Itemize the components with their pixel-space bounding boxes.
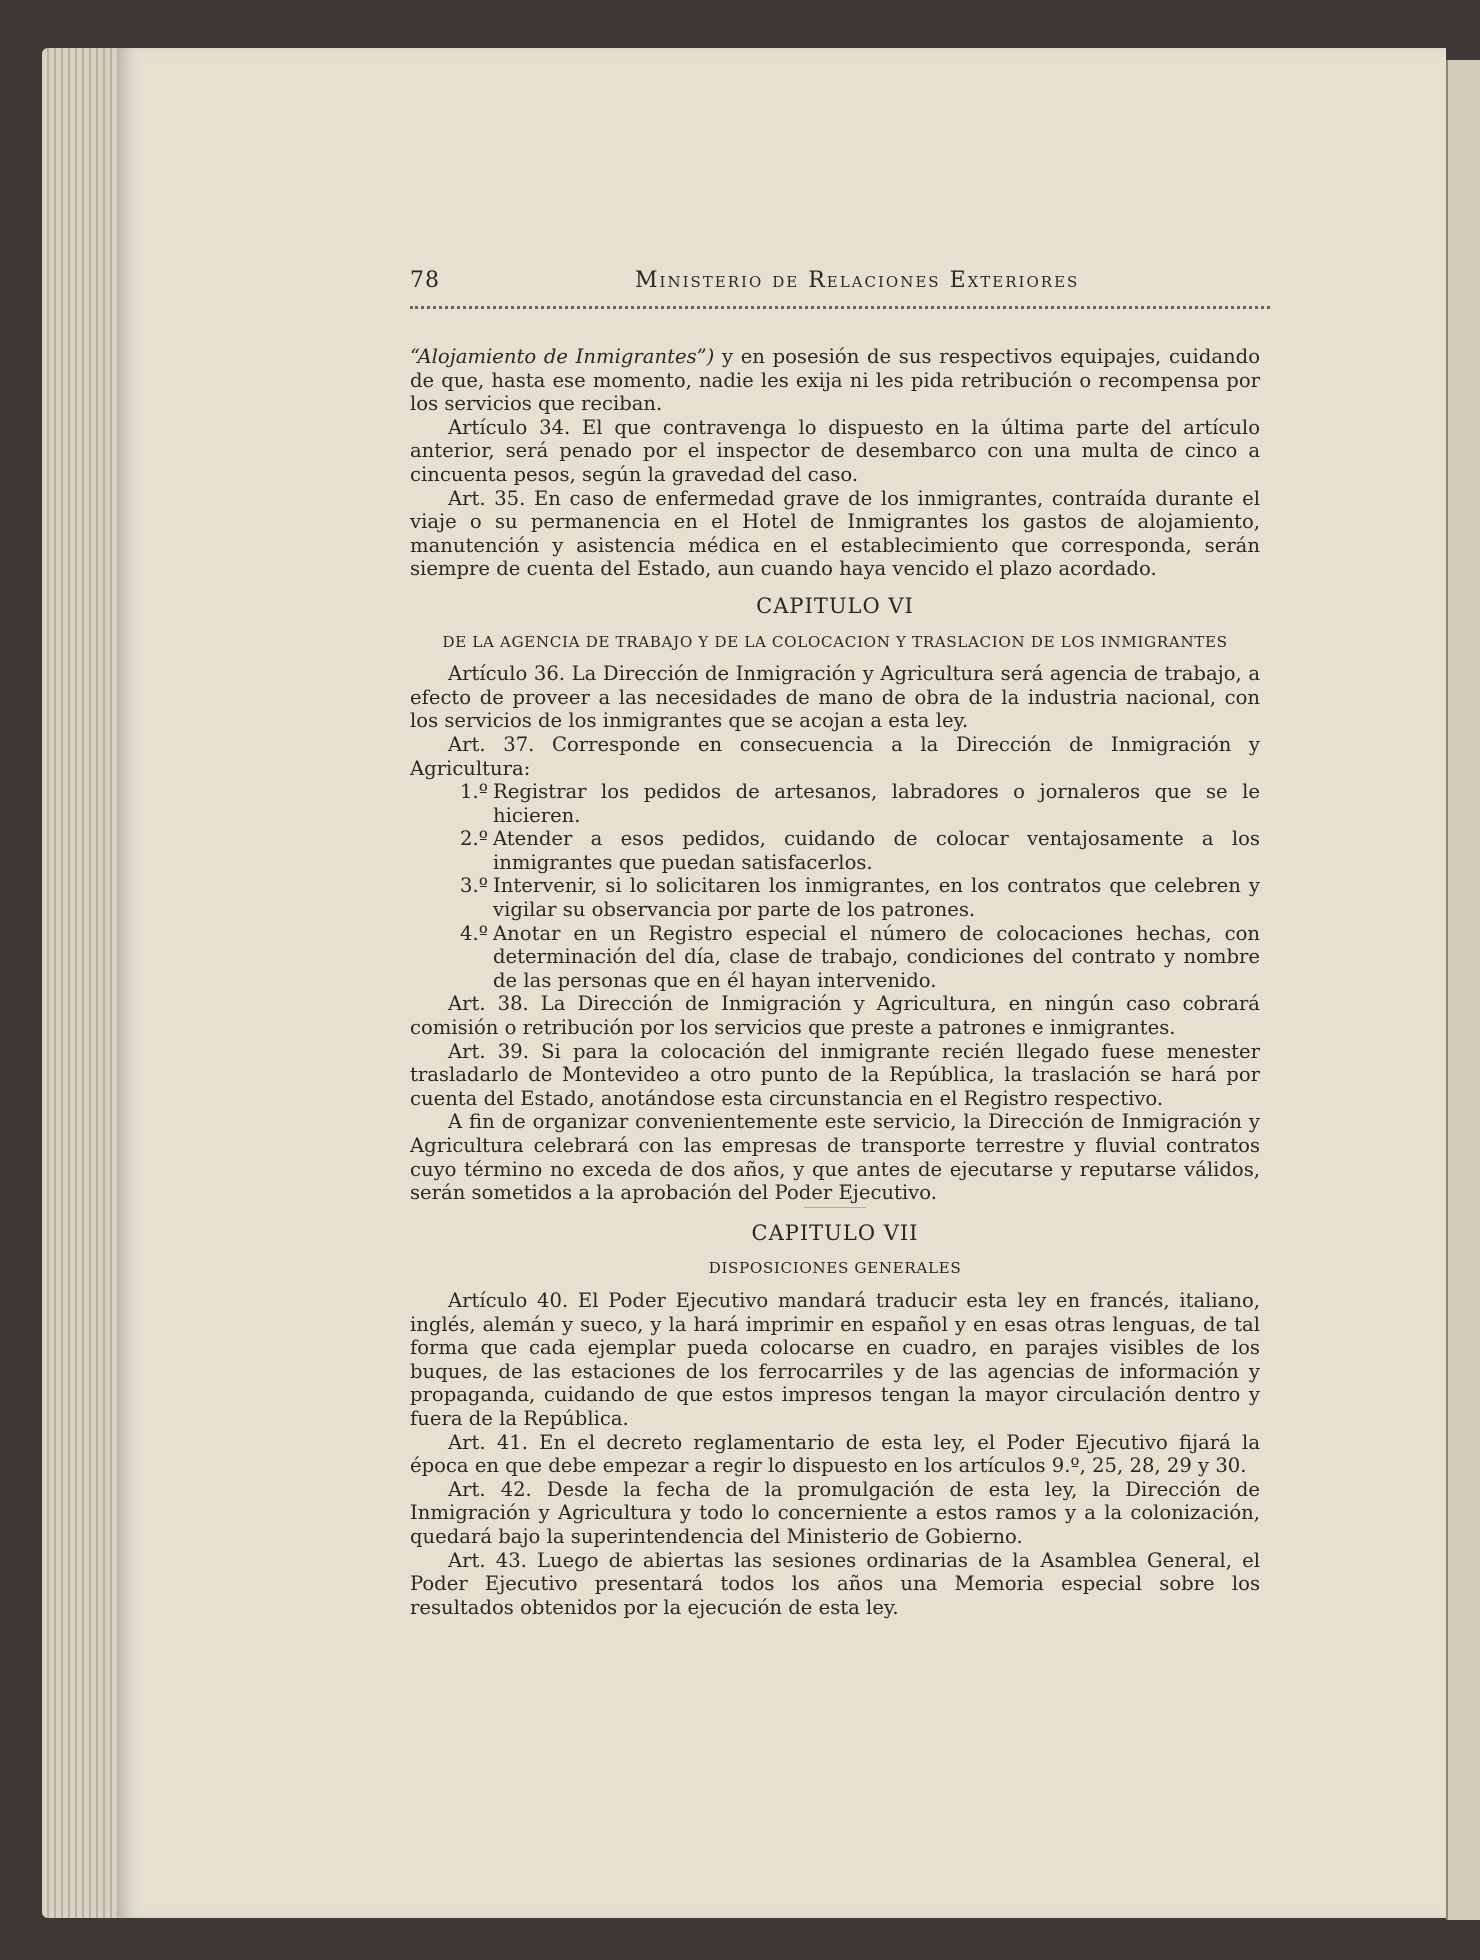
page-number: 78 <box>410 268 440 293</box>
article-34: Artículo 34. El que contravenga lo dispuesto en la última parte del artículo anterior, será penado por el inspector de desembarco con una multa de cinco a cincuenta pesos, según la gravedad del caso. <box>410 415 1260 486</box>
article-40: Artículo 40. El Poder Ejecutivo mandará traducir esta ley en francés, italiano, inglés, alemán y sueco, y la hará imprimir en español y en esas otras lenguas, de tal forma que cada ejemplar pueda colocarse en cuadro, en parajes visibles de los buques, de las estaciones de los ferrocarriles y de las agencias de información y propaganda, cuidando de que estos impresos tengan la mayor circulación dentro y fuera de la República. <box>410 1288 1260 1430</box>
list-item-number: 4.º <box>460 921 488 945</box>
list-item-number: 1.º <box>460 780 488 804</box>
article-42: Art. 42. Desde la fecha de la promulgación de esta ley, la Dirección de Inmigración y Agricultura y todo lo concerniente a estos ramos y a la colonización, quedará bajo la superintendencia del Ministerio de Gobierno. <box>410 1477 1260 1548</box>
chapter-6-title: CAPITULO VI <box>756 593 914 618</box>
section-divider <box>804 1207 866 1208</box>
article-43: Art. 43. Luego de abiertas las sesiones ordinarias de la Asamblea General, el Poder Ejecutivo presentará todos los años una Memoria especial sobre los resultados obtenidos por la ejecución de esta ley. <box>410 1548 1260 1619</box>
list-item-text: Anotar en un Registro especial el número de colocaciones hechas, con determinación del día, clase de trabajo, condiciones del contrato y nombre de las personas que en él hayan intervenido. <box>493 921 1260 992</box>
article-39-continuation: A fin de organizar convenientemente este servicio, la Dirección de Inmigración y Agricultura celebrará con las empresas de transporte terrestre y fluvial contratos cuyo término no exceda de dos años, y que antes de ejecutarse y reputarse válidos, serán sometidos a la aprobación del Poder Ejecutivo. <box>410 1110 1260 1205</box>
list-item <box>410 780 1260 827</box>
list-item-number: 2.º <box>460 827 488 851</box>
italic-phrase: “Alojamiento de Inmigrantes”) <box>410 345 715 368</box>
article-37: Art. 37. Corresponde en consecuencia a la Dirección de Inmigración y Agricultura: <box>410 732 1260 780</box>
list-item-number: 3.º <box>460 874 488 898</box>
paragraph-text: y en posesión de sus respectivos equipajes, cuidando de que, hasta ese momento, nadie les exija ni les pida retribución o recompensa por los servicios que reciban. <box>410 345 1260 416</box>
page-header <box>410 268 1270 302</box>
article-39: Art. 39. Si para la colocación del inmigrante recién llegado fuese menester trasladarlo de Montevideo a otro punto de la República, la traslación se hará por cuenta del Estado, anotándose esta circunstancia en el Registro respectivo. <box>410 1039 1260 1110</box>
facing-page-edge <box>1446 60 1480 1920</box>
paragraph-continuation <box>410 345 1260 416</box>
list-item-text: Registrar los pedidos de artesanos, labradores o jornaleros que se le hicieren. <box>493 780 1260 827</box>
article-41: Art. 41. En el decreto reglamentario de esta ley, el Poder Ejecutivo fijará la época en que debe empezar a regir lo dispuesto en los artículos 9.º, 25, 28, 29 y 30. <box>410 1430 1260 1478</box>
chapter-7-subtitle: DISPOSICIONES GENERALES <box>708 1259 962 1278</box>
article-38: Art. 38. La Dirección de Inmigración y Agricultura, en ningún caso cobrará comisión o retribución por los servicios que preste a patrones e inmigrantes. <box>410 992 1260 1040</box>
list-item <box>410 827 1260 874</box>
body-text <box>410 345 1260 1619</box>
chapter-6-subtitle: DE LA AGENCIA DE TRABAJO Y DE LA COLOCACION Y TRASLACION DE LOS INMIGRANTES <box>442 632 1228 651</box>
article-36: Artículo 36. La Dirección de Inmigración y Agricultura será agencia de trabajo, a efecto de proveer a las necesidades de mano de obra de la industria nacional, con los servicios de los inmigrantes que se acojan a esta ley. <box>410 662 1260 733</box>
article-35: Art. 35. En caso de enfermedad grave de los inmigrantes, contraída durante el viaje o su permanencia en el Hotel de Inmigrantes los gastos de alojamiento, manutención y asistencia médica en el establecimiento que corresponda, serán siempre de cuenta del Estado, aun cuando haya vencido el plazo acordado. <box>410 486 1260 581</box>
header-dotted-rule <box>410 306 1270 309</box>
running-head: Ministerio de Relaciones Exteriores <box>635 268 1080 293</box>
list-item <box>410 922 1260 993</box>
list-item-text: Intervenir, si lo solicitaren los inmigrantes, en los contratos que celebren y vigilar su observancia por parte de los patrones. <box>493 874 1260 922</box>
list-item <box>410 874 1260 921</box>
list-item-text: Atender a esos pedidos, cuidando de colocar ventajosamente a los inmigrantes que puedan satisfacerlos. <box>493 827 1260 874</box>
chapter-7-title: CAPITULO VII <box>751 1220 919 1245</box>
